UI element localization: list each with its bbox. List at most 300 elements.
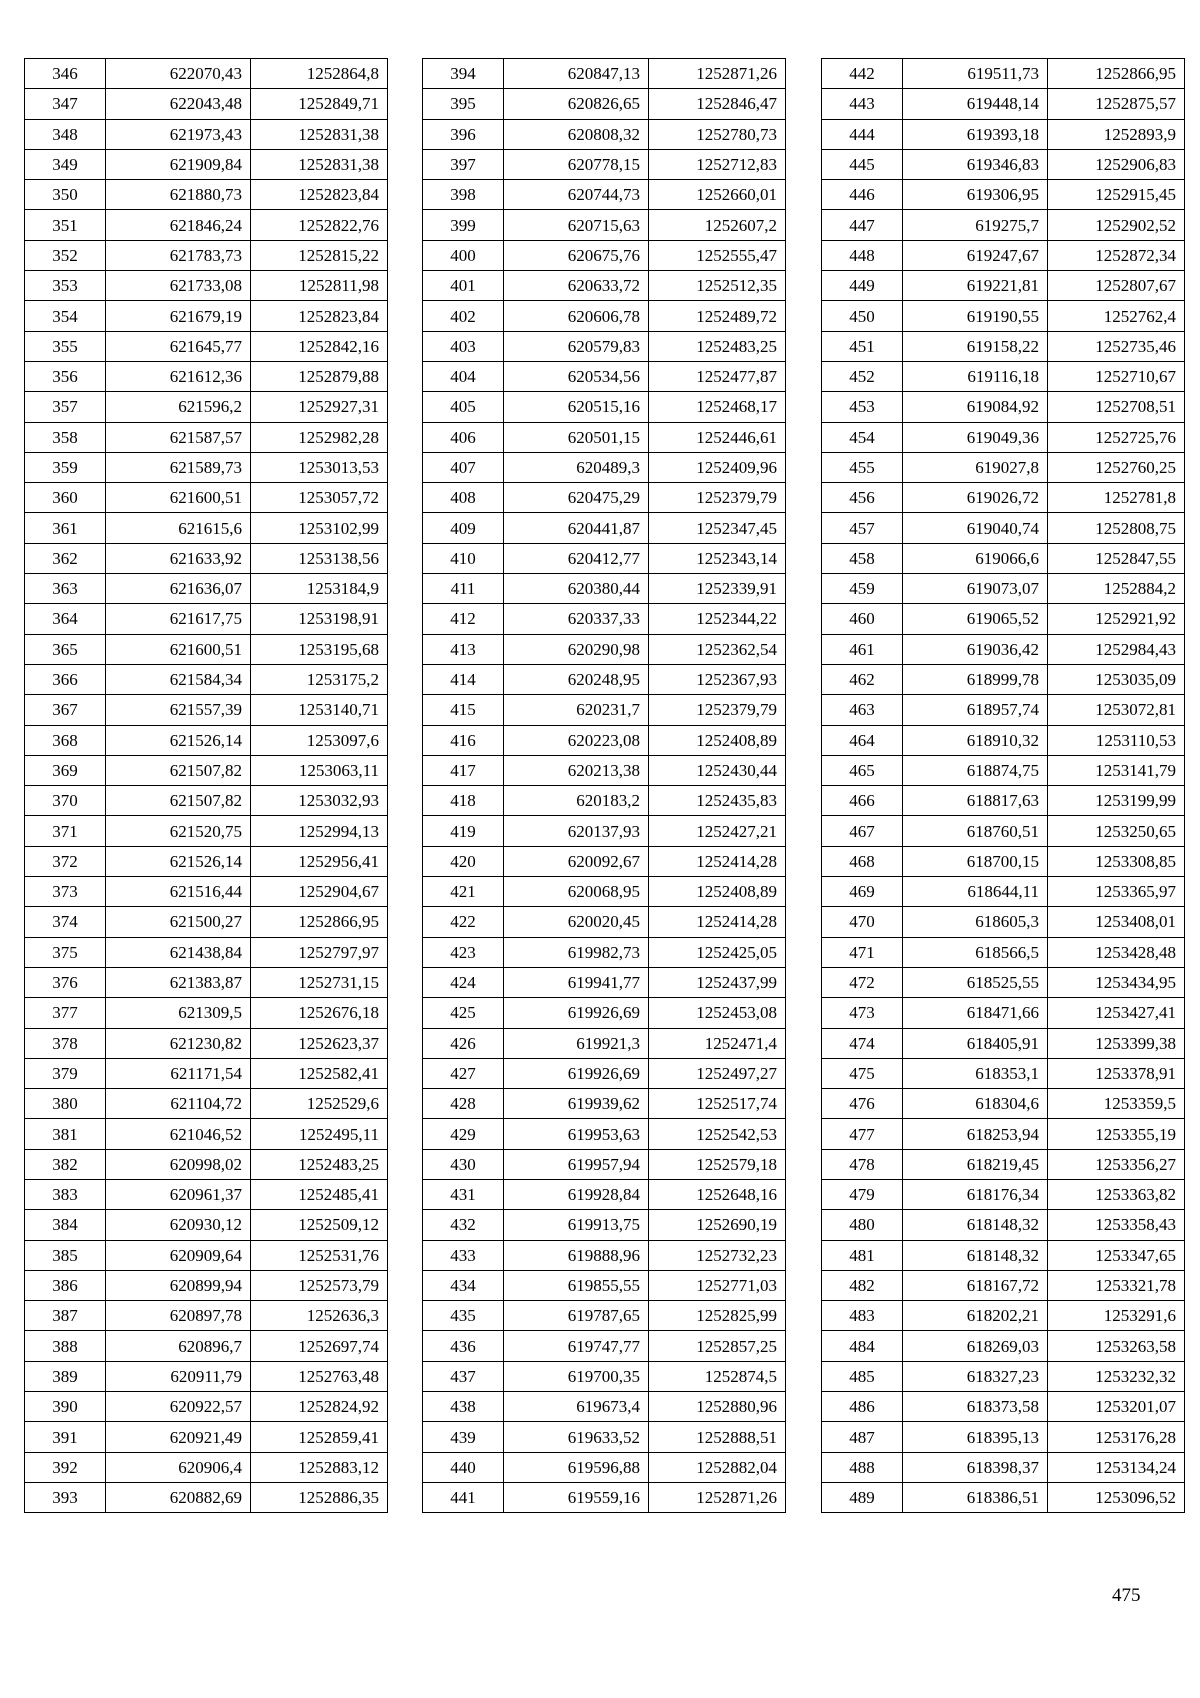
- table-row: [423, 392, 786, 422]
- point-number-cell: 375: [25, 937, 106, 967]
- table-row: [423, 816, 786, 846]
- point-number-cell: 448: [822, 240, 903, 270]
- table-row: [822, 1028, 1185, 1058]
- y-coordinate-cell: 1252771,03: [649, 1270, 786, 1300]
- table-row: [423, 1361, 786, 1391]
- table-row: [822, 1392, 1185, 1422]
- y-coordinate-cell: 1253356,27: [1048, 1149, 1185, 1179]
- y-coordinate-cell: 1252343,14: [649, 543, 786, 573]
- point-number-cell: 350: [25, 180, 106, 210]
- y-coordinate-cell: 1253175,2: [251, 664, 388, 694]
- table-row: [822, 846, 1185, 876]
- y-coordinate-cell: 1252884,2: [1048, 574, 1185, 604]
- table-row: [822, 695, 1185, 725]
- x-coordinate-cell: 621615,6: [106, 513, 251, 543]
- point-number-cell: 445: [822, 149, 903, 179]
- y-coordinate-cell: 1253291,6: [1048, 1301, 1185, 1331]
- point-number-cell: 452: [822, 361, 903, 391]
- x-coordinate-cell: 618605,3: [903, 907, 1048, 937]
- point-number-cell: 393: [25, 1482, 106, 1512]
- table-row: [423, 210, 786, 240]
- y-coordinate-cell: 1252579,18: [649, 1149, 786, 1179]
- table-row: [25, 422, 388, 452]
- table-row: [423, 1270, 786, 1300]
- table-row: [822, 149, 1185, 179]
- x-coordinate-cell: 621909,84: [106, 149, 251, 179]
- point-number-cell: 438: [423, 1392, 504, 1422]
- table-row: [822, 786, 1185, 816]
- table-row: [423, 1028, 786, 1058]
- point-number-cell: 413: [423, 634, 504, 664]
- point-number-cell: 361: [25, 513, 106, 543]
- y-coordinate-cell: 1252797,97: [251, 937, 388, 967]
- y-coordinate-cell: 1252379,79: [649, 483, 786, 513]
- table-row: [25, 331, 388, 361]
- y-coordinate-cell: 1253057,72: [251, 483, 388, 513]
- point-number-cell: 423: [423, 937, 504, 967]
- x-coordinate-cell: 619040,74: [903, 513, 1048, 543]
- point-number-cell: 429: [423, 1119, 504, 1149]
- y-coordinate-cell: 1252489,72: [649, 301, 786, 331]
- y-coordinate-cell: 1253250,65: [1048, 816, 1185, 846]
- x-coordinate-cell: 620998,02: [106, 1149, 251, 1179]
- x-coordinate-cell: 620489,3: [504, 452, 649, 482]
- point-number-cell: 437: [423, 1361, 504, 1391]
- y-coordinate-cell: 1252367,93: [649, 664, 786, 694]
- x-coordinate-cell: 619190,55: [903, 301, 1048, 331]
- table-row: [423, 1119, 786, 1149]
- x-coordinate-cell: 618644,11: [903, 877, 1048, 907]
- y-coordinate-cell: 1253399,38: [1048, 1028, 1185, 1058]
- y-coordinate-cell: 1252446,61: [649, 422, 786, 452]
- y-coordinate-cell: 1252864,8: [251, 59, 388, 89]
- x-coordinate-cell: 621600,51: [106, 483, 251, 513]
- x-coordinate-cell: 619084,92: [903, 392, 1048, 422]
- y-coordinate-cell: 1253359,5: [1048, 1089, 1185, 1119]
- x-coordinate-cell: 620922,57: [106, 1392, 251, 1422]
- x-coordinate-cell: 620223,08: [504, 725, 649, 755]
- table-row: [423, 755, 786, 785]
- table-row: [25, 1240, 388, 1270]
- x-coordinate-cell: 618386,51: [903, 1482, 1048, 1512]
- x-coordinate-cell: 619928,84: [504, 1179, 649, 1209]
- point-number-cell: 427: [423, 1058, 504, 1088]
- point-number-cell: 346: [25, 59, 106, 89]
- y-coordinate-cell: 1253176,28: [1048, 1422, 1185, 1452]
- y-coordinate-cell: 1253199,99: [1048, 786, 1185, 816]
- table-row: [822, 89, 1185, 119]
- y-coordinate-cell: 1252347,45: [649, 513, 786, 543]
- point-number-cell: 406: [423, 422, 504, 452]
- x-coordinate-cell: 618700,15: [903, 846, 1048, 876]
- table-row: [822, 422, 1185, 452]
- table-row: [423, 1331, 786, 1361]
- y-coordinate-cell: 1252823,84: [251, 180, 388, 210]
- x-coordinate-cell: 621589,73: [106, 452, 251, 482]
- point-number-cell: 487: [822, 1422, 903, 1452]
- x-coordinate-cell: 621171,54: [106, 1058, 251, 1088]
- x-coordinate-cell: 620911,79: [106, 1361, 251, 1391]
- x-coordinate-cell: 621309,5: [106, 998, 251, 1028]
- point-number-cell: 378: [25, 1028, 106, 1058]
- x-coordinate-cell: 619066,6: [903, 543, 1048, 573]
- y-coordinate-cell: 1252573,79: [251, 1270, 388, 1300]
- point-number-cell: 480: [822, 1210, 903, 1240]
- x-coordinate-cell: 618202,21: [903, 1301, 1048, 1331]
- table-row: [822, 331, 1185, 361]
- point-number-cell: 383: [25, 1179, 106, 1209]
- y-coordinate-cell: 1252362,54: [649, 634, 786, 664]
- x-coordinate-cell: 619926,69: [504, 998, 649, 1028]
- x-coordinate-cell: 620715,63: [504, 210, 649, 240]
- x-coordinate-cell: 619275,7: [903, 210, 1048, 240]
- table-row: [423, 513, 786, 543]
- table-row: [25, 392, 388, 422]
- x-coordinate-cell: 621633,92: [106, 543, 251, 573]
- y-coordinate-cell: 1252529,6: [251, 1089, 388, 1119]
- point-number-cell: 414: [423, 664, 504, 694]
- y-coordinate-cell: 1252623,37: [251, 1028, 388, 1058]
- x-coordinate-cell: 619888,96: [504, 1240, 649, 1270]
- table-row: [25, 664, 388, 694]
- point-number-cell: 443: [822, 89, 903, 119]
- x-coordinate-cell: 618957,74: [903, 695, 1048, 725]
- coordinates-table-2: [422, 58, 786, 1513]
- x-coordinate-cell: 618167,72: [903, 1270, 1048, 1300]
- point-number-cell: 482: [822, 1270, 903, 1300]
- x-coordinate-cell: 618999,78: [903, 664, 1048, 694]
- y-coordinate-cell: 1252379,79: [649, 695, 786, 725]
- y-coordinate-cell: 1252893,9: [1048, 119, 1185, 149]
- x-coordinate-cell: 622070,43: [106, 59, 251, 89]
- y-coordinate-cell: 1252847,55: [1048, 543, 1185, 573]
- point-number-cell: 459: [822, 574, 903, 604]
- table-row: [822, 452, 1185, 482]
- x-coordinate-cell: 621733,08: [106, 271, 251, 301]
- x-coordinate-cell: 620896,7: [106, 1331, 251, 1361]
- x-coordinate-cell: 618269,03: [903, 1331, 1048, 1361]
- x-coordinate-cell: 620337,33: [504, 604, 649, 634]
- x-coordinate-cell: 620534,56: [504, 361, 649, 391]
- table-row: [822, 907, 1185, 937]
- x-coordinate-cell: 619036,42: [903, 634, 1048, 664]
- table-row: [25, 1301, 388, 1331]
- y-coordinate-cell: 1252871,26: [649, 59, 786, 89]
- point-number-cell: 473: [822, 998, 903, 1028]
- table-row: [822, 634, 1185, 664]
- x-coordinate-cell: 621846,24: [106, 210, 251, 240]
- y-coordinate-cell: 1252512,35: [649, 271, 786, 301]
- x-coordinate-cell: 620290,98: [504, 634, 649, 664]
- y-coordinate-cell: 1253195,68: [251, 634, 388, 664]
- x-coordinate-cell: 621230,82: [106, 1028, 251, 1058]
- table-row: [25, 998, 388, 1028]
- table-row: [822, 1452, 1185, 1482]
- x-coordinate-cell: 619747,77: [504, 1331, 649, 1361]
- y-coordinate-cell: 1252414,28: [649, 846, 786, 876]
- x-coordinate-cell: 620961,37: [106, 1179, 251, 1209]
- x-coordinate-cell: 620213,38: [504, 755, 649, 785]
- y-coordinate-cell: 1252427,21: [649, 816, 786, 846]
- table-row: [25, 361, 388, 391]
- table-row: [822, 180, 1185, 210]
- x-coordinate-cell: 620826,65: [504, 89, 649, 119]
- table-row: [25, 907, 388, 937]
- y-coordinate-cell: 1252497,27: [649, 1058, 786, 1088]
- x-coordinate-cell: 618910,32: [903, 725, 1048, 755]
- y-coordinate-cell: 1252468,17: [649, 392, 786, 422]
- y-coordinate-cell: 1252344,22: [649, 604, 786, 634]
- y-coordinate-cell: 1252956,41: [251, 846, 388, 876]
- y-coordinate-cell: 1252483,25: [251, 1149, 388, 1179]
- x-coordinate-cell: 621587,57: [106, 422, 251, 452]
- y-coordinate-cell: 1252763,48: [251, 1361, 388, 1391]
- x-coordinate-cell: 620092,67: [504, 846, 649, 876]
- table-row: [423, 1149, 786, 1179]
- point-number-cell: 390: [25, 1392, 106, 1422]
- y-coordinate-cell: 1252808,75: [1048, 513, 1185, 543]
- point-number-cell: 380: [25, 1089, 106, 1119]
- x-coordinate-cell: 619049,36: [903, 422, 1048, 452]
- table-row: [25, 1028, 388, 1058]
- x-coordinate-cell: 621783,73: [106, 240, 251, 270]
- point-number-cell: 461: [822, 634, 903, 664]
- x-coordinate-cell: 619596,88: [504, 1452, 649, 1482]
- point-number-cell: 451: [822, 331, 903, 361]
- x-coordinate-cell: 619158,22: [903, 331, 1048, 361]
- y-coordinate-cell: 1252902,52: [1048, 210, 1185, 240]
- x-coordinate-cell: 619511,73: [903, 59, 1048, 89]
- point-number-cell: 439: [423, 1422, 504, 1452]
- point-number-cell: 355: [25, 331, 106, 361]
- x-coordinate-cell: 618395,13: [903, 1422, 1048, 1452]
- point-number-cell: 426: [423, 1028, 504, 1058]
- x-coordinate-cell: 621104,72: [106, 1089, 251, 1119]
- x-coordinate-cell: 618148,32: [903, 1240, 1048, 1270]
- table-row: [25, 1270, 388, 1300]
- table-row: [25, 513, 388, 543]
- y-coordinate-cell: 1252636,3: [251, 1301, 388, 1331]
- table-row: [822, 816, 1185, 846]
- point-number-cell: 432: [423, 1210, 504, 1240]
- point-number-cell: 373: [25, 877, 106, 907]
- table-row: [25, 149, 388, 179]
- table-row: [423, 1179, 786, 1209]
- table-row: [25, 1422, 388, 1452]
- point-number-cell: 374: [25, 907, 106, 937]
- x-coordinate-cell: 619221,81: [903, 271, 1048, 301]
- point-number-cell: 409: [423, 513, 504, 543]
- y-coordinate-cell: 1253358,43: [1048, 1210, 1185, 1240]
- x-coordinate-cell: 621526,14: [106, 846, 251, 876]
- y-coordinate-cell: 1252780,73: [649, 119, 786, 149]
- y-coordinate-cell: 1252509,12: [251, 1210, 388, 1240]
- table-row: [822, 755, 1185, 785]
- y-coordinate-cell: 1253321,78: [1048, 1270, 1185, 1300]
- x-coordinate-cell: 618148,32: [903, 1210, 1048, 1240]
- y-coordinate-cell: 1252994,13: [251, 816, 388, 846]
- point-number-cell: 389: [25, 1361, 106, 1391]
- table-row: [25, 240, 388, 270]
- table-row: [822, 967, 1185, 997]
- point-number-cell: 388: [25, 1331, 106, 1361]
- x-coordinate-cell: 620847,13: [504, 59, 649, 89]
- y-coordinate-cell: 1252485,41: [251, 1179, 388, 1209]
- table-body: [423, 59, 786, 1513]
- point-number-cell: 417: [423, 755, 504, 785]
- table-row: [423, 907, 786, 937]
- x-coordinate-cell: 622043,48: [106, 89, 251, 119]
- y-coordinate-cell: 1252904,67: [251, 877, 388, 907]
- coordinates-table-3: [821, 58, 1185, 1513]
- point-number-cell: 394: [423, 59, 504, 89]
- point-number-cell: 486: [822, 1392, 903, 1422]
- y-coordinate-cell: 1253032,93: [251, 786, 388, 816]
- point-number-cell: 360: [25, 483, 106, 513]
- y-coordinate-cell: 1253096,52: [1048, 1482, 1185, 1512]
- table-row: [25, 1179, 388, 1209]
- table-row: [423, 604, 786, 634]
- table-row: [822, 513, 1185, 543]
- point-number-cell: 469: [822, 877, 903, 907]
- point-number-cell: 475: [822, 1058, 903, 1088]
- y-coordinate-cell: 1252660,01: [649, 180, 786, 210]
- table-row: [25, 59, 388, 89]
- y-coordinate-cell: 1252815,22: [251, 240, 388, 270]
- table-row: [423, 301, 786, 331]
- point-number-cell: 368: [25, 725, 106, 755]
- table-row: [25, 1119, 388, 1149]
- point-number-cell: 400: [423, 240, 504, 270]
- y-coordinate-cell: 1252453,08: [649, 998, 786, 1028]
- table-row: [822, 1179, 1185, 1209]
- point-number-cell: 387: [25, 1301, 106, 1331]
- y-coordinate-cell: 1252866,95: [251, 907, 388, 937]
- x-coordinate-cell: 619448,14: [903, 89, 1048, 119]
- table-row: [822, 725, 1185, 755]
- x-coordinate-cell: 619957,94: [504, 1149, 649, 1179]
- point-number-cell: 382: [25, 1149, 106, 1179]
- y-coordinate-cell: 1252859,41: [251, 1422, 388, 1452]
- table-row: [25, 755, 388, 785]
- x-coordinate-cell: 621557,39: [106, 695, 251, 725]
- y-coordinate-cell: 1252495,11: [251, 1119, 388, 1149]
- x-coordinate-cell: 621507,82: [106, 755, 251, 785]
- x-coordinate-cell: 620183,2: [504, 786, 649, 816]
- point-number-cell: 430: [423, 1149, 504, 1179]
- table-row: [423, 1482, 786, 1512]
- y-coordinate-cell: 1252582,41: [251, 1058, 388, 1088]
- x-coordinate-cell: 621596,2: [106, 392, 251, 422]
- point-number-cell: 359: [25, 452, 106, 482]
- table-row: [25, 1392, 388, 1422]
- table-row: [423, 543, 786, 573]
- table-row: [25, 816, 388, 846]
- y-coordinate-cell: 1253408,01: [1048, 907, 1185, 937]
- y-coordinate-cell: 1253097,6: [251, 725, 388, 755]
- table-row: [25, 271, 388, 301]
- x-coordinate-cell: 619913,75: [504, 1210, 649, 1240]
- table-row: [25, 604, 388, 634]
- table-row: [423, 967, 786, 997]
- point-number-cell: 470: [822, 907, 903, 937]
- table-row: [25, 1452, 388, 1482]
- point-number-cell: 450: [822, 301, 903, 331]
- y-coordinate-cell: 1252731,15: [251, 967, 388, 997]
- x-coordinate-cell: 619073,07: [903, 574, 1048, 604]
- point-number-cell: 398: [423, 180, 504, 210]
- y-coordinate-cell: 1253134,24: [1048, 1452, 1185, 1482]
- point-number-cell: 465: [822, 755, 903, 785]
- table-row: [25, 846, 388, 876]
- point-number-cell: 404: [423, 361, 504, 391]
- table-row: [822, 1210, 1185, 1240]
- point-number-cell: 349: [25, 149, 106, 179]
- table-row: [822, 392, 1185, 422]
- point-number-cell: 484: [822, 1331, 903, 1361]
- point-number-cell: 440: [423, 1452, 504, 1482]
- x-coordinate-cell: 618253,94: [903, 1119, 1048, 1149]
- table-row: [25, 1331, 388, 1361]
- x-coordinate-cell: 619559,16: [504, 1482, 649, 1512]
- table-row: [423, 1452, 786, 1482]
- point-number-cell: 405: [423, 392, 504, 422]
- table-row: [25, 180, 388, 210]
- x-coordinate-cell: 620778,15: [504, 149, 649, 179]
- table-row: [423, 240, 786, 270]
- point-number-cell: 392: [25, 1452, 106, 1482]
- table-row: [423, 483, 786, 513]
- point-number-cell: 353: [25, 271, 106, 301]
- point-number-cell: 412: [423, 604, 504, 634]
- y-coordinate-cell: 1253184,9: [251, 574, 388, 604]
- point-number-cell: 377: [25, 998, 106, 1028]
- point-number-cell: 363: [25, 574, 106, 604]
- y-coordinate-cell: 1253141,79: [1048, 755, 1185, 785]
- y-coordinate-cell: 1253063,11: [251, 755, 388, 785]
- table-row: [25, 1482, 388, 1512]
- y-coordinate-cell: 1253365,97: [1048, 877, 1185, 907]
- table-row: [423, 1058, 786, 1088]
- y-coordinate-cell: 1252857,25: [649, 1331, 786, 1361]
- x-coordinate-cell: 619306,95: [903, 180, 1048, 210]
- y-coordinate-cell: 1253427,41: [1048, 998, 1185, 1028]
- x-coordinate-cell: 621500,27: [106, 907, 251, 937]
- x-coordinate-cell: 618176,34: [903, 1179, 1048, 1209]
- x-coordinate-cell: 619393,18: [903, 119, 1048, 149]
- x-coordinate-cell: 619027,8: [903, 452, 1048, 482]
- point-number-cell: 354: [25, 301, 106, 331]
- table-row: [822, 574, 1185, 604]
- y-coordinate-cell: 1252710,67: [1048, 361, 1185, 391]
- table-row: [822, 483, 1185, 513]
- x-coordinate-cell: 618327,23: [903, 1361, 1048, 1391]
- point-number-cell: 483: [822, 1301, 903, 1331]
- table-row: [423, 180, 786, 210]
- x-coordinate-cell: 619926,69: [504, 1058, 649, 1088]
- x-coordinate-cell: 618304,6: [903, 1089, 1048, 1119]
- point-number-cell: 442: [822, 59, 903, 89]
- x-coordinate-cell: 620248,95: [504, 664, 649, 694]
- x-coordinate-cell: 618405,91: [903, 1028, 1048, 1058]
- point-number-cell: 356: [25, 361, 106, 391]
- y-coordinate-cell: 1253140,71: [251, 695, 388, 725]
- point-number-cell: 422: [423, 907, 504, 937]
- x-coordinate-cell: 620137,93: [504, 816, 649, 846]
- point-number-cell: 366: [25, 664, 106, 694]
- x-coordinate-cell: 619700,35: [504, 1361, 649, 1391]
- point-number-cell: 411: [423, 574, 504, 604]
